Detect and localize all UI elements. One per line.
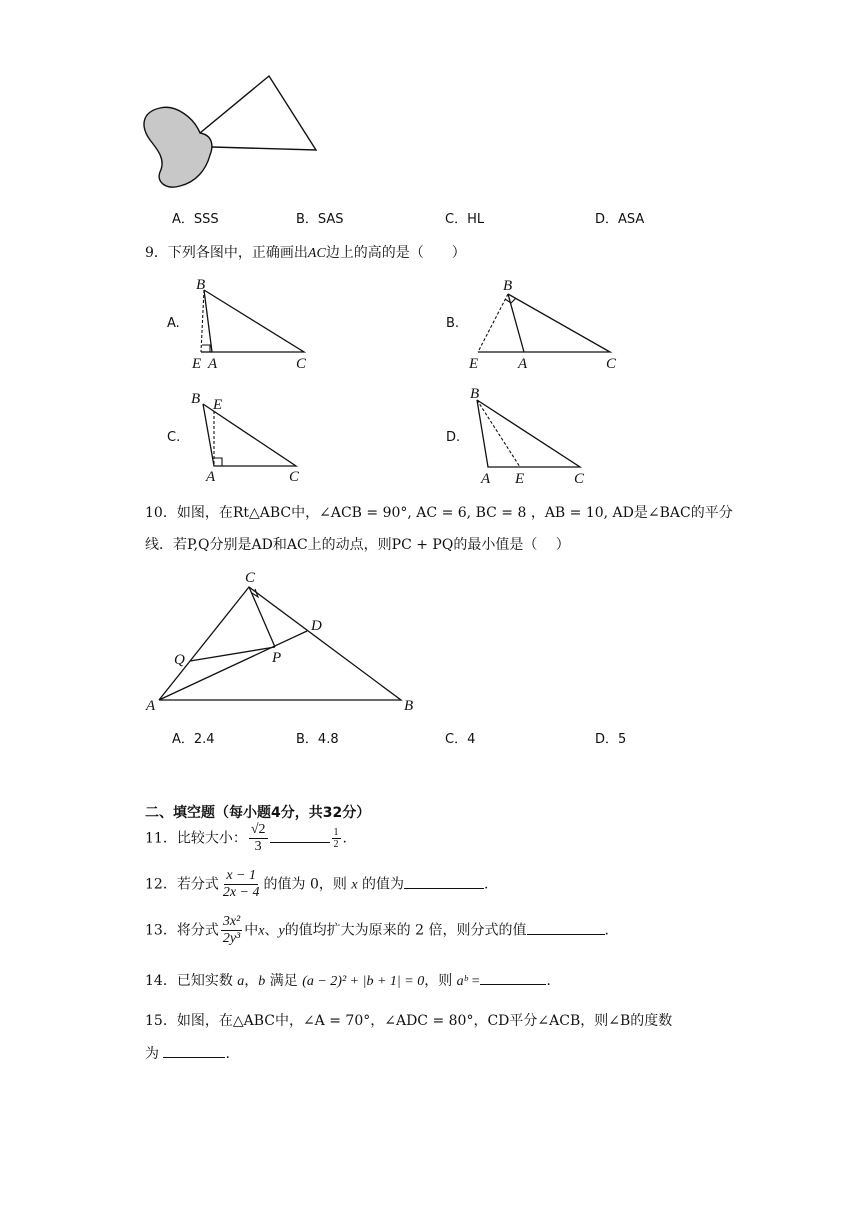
- q10-line1: 10．如图，在Rt△ABC中，∠ACB = 90°, AC = 6, BC = 8 ，AB = 10, AD是∠BAC的平分: [145, 505, 733, 521]
- q15-line2: 为 .: [145, 1046, 230, 1062]
- q12-question: 12．若分式 $\frac{x - 1}{2x - 4}$ 的值为 0，则 x 的值为 .: [145, 868, 489, 900]
- q9-ac: AC: [307, 246, 326, 261]
- q9a-label-a: A: [208, 356, 218, 372]
- q12-answer-blank[interactable]: [404, 888, 484, 889]
- q14-answer-blank[interactable]: [480, 984, 546, 985]
- q10-label-a: A: [146, 698, 156, 714]
- q9a-label-c: C: [296, 356, 307, 372]
- q10-option-c[interactable]: C．4: [445, 732, 476, 747]
- q15-answer-blank[interactable]: [163, 1057, 225, 1058]
- q9-option-d-label[interactable]: D.: [446, 430, 461, 445]
- q13-question: 13．将分式 $\frac{\text{3x²}}{\text{2y³}}$ 中x、y的值均扩大为原来的 2 倍，则分式的值 .: [145, 914, 609, 946]
- q8-option-d[interactable]: D．ASA: [595, 212, 645, 227]
- q10-label-c: C: [245, 570, 256, 586]
- q9b-label-e: E: [469, 356, 479, 372]
- q9d-label-c: C: [574, 471, 585, 487]
- q9c-label-e: E: [213, 397, 223, 413]
- q10-option-b[interactable]: B．4.8: [296, 732, 339, 747]
- q11-fraction-2: $\frac{1}{2}$: [333, 827, 339, 850]
- q9b-label-b: B: [503, 278, 513, 294]
- q9-option-c-label[interactable]: C.: [167, 430, 181, 445]
- q11-fraction-1: $\frac{√2}{3}$: [250, 822, 266, 854]
- q10-label-b: B: [404, 698, 414, 714]
- q10-label-p: P: [272, 650, 282, 666]
- q8-option-b[interactable]: B．SAS: [296, 212, 344, 227]
- q10-line2: 线．若P,Q分别是AD和AC上的动点，则PC + PQ的最小值是（ ）: [145, 537, 570, 553]
- q9c-label-c: C: [289, 469, 300, 485]
- q13-fraction: $\frac{\text{3x²}}{\text{2y³}}$: [222, 914, 241, 946]
- q9b-label-c: C: [606, 356, 617, 372]
- q11-question: 11．比较大小： $\frac{√2}{3}$ $\frac{1}{2}$ .: [145, 822, 347, 854]
- q9d-label-a: A: [481, 471, 491, 487]
- section2-title: 二、填空题（每小题4分，共32分）: [145, 805, 371, 821]
- q9-option-b-label[interactable]: B.: [446, 316, 460, 331]
- q9b-label-a: A: [518, 356, 528, 372]
- q10-option-d[interactable]: D．5: [595, 732, 627, 747]
- q9d-label-b: B: [470, 386, 480, 402]
- q11-answer-blank[interactable]: [270, 842, 330, 843]
- q9a-label-e: E: [192, 356, 202, 372]
- q12-fraction: $\frac{x - 1}{2x - 4}$: [222, 868, 260, 900]
- q15-line1: 15．如图，在△ABC中，∠A = 70°，∠ADC = 80°，CD平分∠ACB，则∠B的度数: [145, 1013, 673, 1029]
- q10-label-d: D: [311, 618, 322, 634]
- q9a-label-b: B: [196, 277, 206, 293]
- q9d-label-e: E: [515, 471, 525, 487]
- q8-option-a[interactable]: A．SSS: [172, 212, 219, 227]
- q9-text2: 边上的高的是（ ）: [325, 245, 466, 261]
- q11-prefix: 11．比较大小：: [145, 830, 247, 847]
- q9c-label-a: A: [206, 469, 216, 485]
- q8-option-c[interactable]: C．HL: [445, 212, 485, 227]
- q9-option-a-label[interactable]: A.: [167, 316, 180, 331]
- q10-option-a[interactable]: A．2.4: [172, 732, 215, 747]
- q9c-label-b: B: [191, 391, 201, 407]
- q14-question: 14．已知实数 a，b 满足 (a − 2)² + |b + 1| = 0，则 aᵇ = .: [145, 973, 551, 989]
- q10-label-q: Q: [174, 652, 185, 668]
- q9-text: 9．下列各图中，正确画出: [145, 245, 308, 261]
- q13-answer-blank[interactable]: [527, 934, 605, 935]
- q14-expression: (a − 2)² + |b + 1| = 0: [302, 974, 425, 989]
